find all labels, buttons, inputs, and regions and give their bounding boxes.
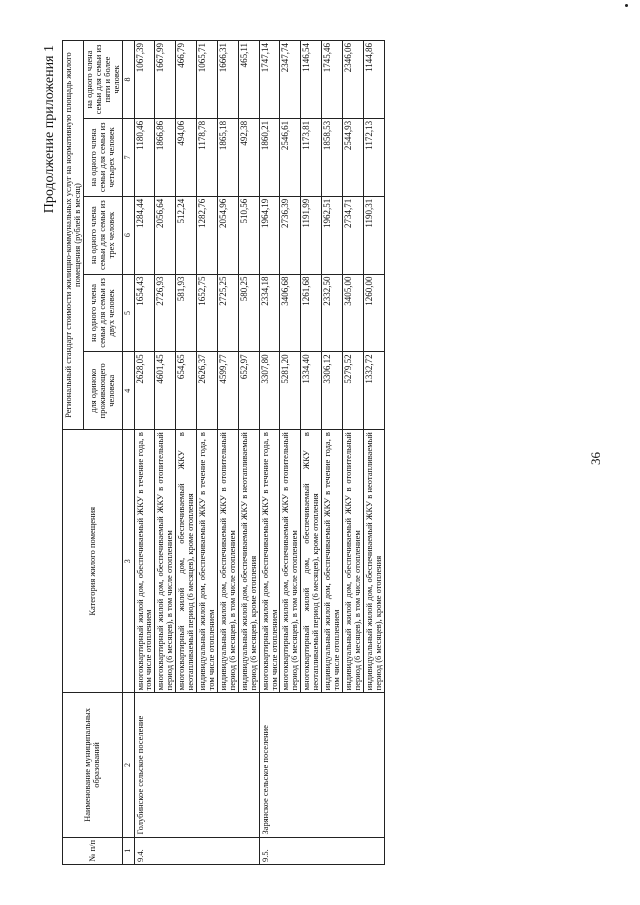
- cost-value: 1173,81: [301, 118, 322, 196]
- table-row: [259, 41, 280, 865]
- header-standard: Региональный стандарт стоимости жилищно-коммунальных услуг на нормативную площадь жилого помещения (рублей в месяц): [63, 41, 84, 430]
- cost-value: 2332,50: [322, 274, 343, 352]
- col-number: 8: [122, 41, 134, 119]
- col-number: 5: [122, 274, 134, 352]
- cost-value: 5279,52: [342, 352, 363, 430]
- housing-category: индивидуальный жилой дом, обеспечиваемый ЖКУ в неотапливаемый период (6 месяцев), кроме отопления: [238, 430, 259, 693]
- cost-value: 4599,77: [217, 352, 238, 430]
- table-row: [134, 41, 155, 865]
- cost-value: 1332,72: [363, 352, 384, 430]
- cost-value: 580,25: [238, 274, 259, 352]
- cost-value: 492,38: [238, 118, 259, 196]
- cost-value: 1334,40: [301, 352, 322, 430]
- header-category: Категория жилого помещения: [63, 430, 123, 693]
- housing-category: индивидуальный жилой дом, обеспечиваемый ЖКУ в течение года, в том числе отоплением: [322, 430, 343, 693]
- cost-value: 1964,19: [259, 196, 280, 274]
- cost-value: 1144,86: [363, 41, 384, 119]
- cost-value: 1667,99: [155, 41, 176, 119]
- col-number: 2: [122, 693, 134, 837]
- cost-value: 1067,39: [134, 41, 155, 119]
- cost-value: 512,24: [176, 196, 197, 274]
- cost-value: 1652,75: [197, 274, 218, 352]
- cost-value: 1745,46: [322, 41, 343, 119]
- cost-value: 3306,12: [322, 352, 343, 430]
- cost-value: 1866,86: [155, 118, 176, 196]
- cost-value: 652,97: [238, 352, 259, 430]
- cost-value: 1284,44: [134, 196, 155, 274]
- col-number: 3: [122, 430, 134, 693]
- municipality-name: Зарянское сельское поселение: [259, 693, 384, 837]
- housing-category: индивидуальный жилой дом, обеспечиваемый ЖКУ в отопительный период (6 месяцев), в том числе отоплением: [342, 430, 363, 693]
- housing-category: многоквартирный жилой дом, обеспечиваемый ЖКУ в течение года, в том числе отоплением: [134, 430, 155, 693]
- header-num: № п/п: [63, 837, 123, 864]
- group-number: 9.4.: [134, 837, 259, 864]
- cost-value: 1865,18: [217, 118, 238, 196]
- header-sub: на одного члена семьи для семьи из четырех человек: [83, 118, 122, 196]
- cost-value: 5281,20: [280, 352, 301, 430]
- cost-value: 581,93: [176, 274, 197, 352]
- housing-category: индивидуальный жилой дом, обеспечиваемый ЖКУ в отопительный период (6 месяцев), в том числе отоплением: [217, 430, 238, 693]
- cost-value: 2546,61: [280, 118, 301, 196]
- housing-category: многоквартирный жилой дом, обеспечиваемый ЖКУ в отопительный период (6 месяцев), в том числе отоплением: [280, 430, 301, 693]
- municipality-name: Голубинское сельское поселение: [134, 693, 259, 837]
- cost-value: 1261,68: [301, 274, 322, 352]
- cost-value: 1260,00: [363, 274, 384, 352]
- cost-value: 1747,14: [259, 41, 280, 119]
- header-municipality: Наименование муниципальных образований: [63, 693, 123, 837]
- continuation-title: Продолжение приложения 1: [42, 45, 57, 214]
- cost-value: 1190,31: [363, 196, 384, 274]
- page-number: 36: [588, 452, 603, 465]
- housing-category: многоквартирный жилой дом, обеспечиваемый ЖКУ в течение года, в том числе отоплением: [259, 430, 280, 693]
- cost-value: 510,56: [238, 196, 259, 274]
- housing-category: многоквартирный жилой дом, обеспечиваемый ЖКУ в отопительный период (6 месяцев), в том числе отоплением: [155, 430, 176, 693]
- header-sub: для одиноко проживающего человека: [83, 352, 122, 430]
- cost-value: 2726,93: [155, 274, 176, 352]
- cost-value: 2334,18: [259, 274, 280, 352]
- cost-value: 1178,78: [197, 118, 218, 196]
- cost-value: 1282,76: [197, 196, 218, 274]
- cost-value: 2346,06: [342, 41, 363, 119]
- speck: [625, 4, 628, 7]
- header-sub: на одного члена семьи для семьи из пяти и более человек: [83, 41, 122, 119]
- cost-value: 1860,21: [259, 118, 280, 196]
- housing-category: индивидуальный жилой дом, обеспечиваемый ЖКУ в неотапливаемый период (6 месяцев), кроме отопления: [363, 430, 384, 693]
- housing-category: многоквартирный жилой дом, обеспечиваемый ЖКУ в неотапливаемый период (6 месяцев), кроме отопления: [176, 430, 197, 693]
- cost-value: 1180,46: [134, 118, 155, 196]
- cost-value: 465,11: [238, 41, 259, 119]
- cost-value: 2734,71: [342, 196, 363, 274]
- housing-category: многоквартирный жилой дом, обеспечиваемый ЖКУ в неотапливаемый период (6 месяцев), кроме отопления: [301, 430, 322, 693]
- cost-value: 2725,25: [217, 274, 238, 352]
- tariff-table: [62, 40, 385, 865]
- header-sub: на одного члена семьи для семьи из двух человек: [83, 274, 122, 352]
- housing-category: индивидуальный жилой дом, обеспечиваемый ЖКУ в течение года, в том числе отоплением: [197, 430, 218, 693]
- cost-value: 1191,99: [301, 196, 322, 274]
- cost-value: 2347,74: [280, 41, 301, 119]
- cost-value: 3405,00: [342, 274, 363, 352]
- col-number: 1: [122, 837, 134, 864]
- cost-value: 2054,96: [217, 196, 238, 274]
- cost-value: 4601,45: [155, 352, 176, 430]
- cost-value: 466,79: [176, 41, 197, 119]
- cost-value: 1654,43: [134, 274, 155, 352]
- cost-value: 494,06: [176, 118, 197, 196]
- cost-value: 3307,80: [259, 352, 280, 430]
- cost-value: 1962,51: [322, 196, 343, 274]
- cost-value: 654,65: [176, 352, 197, 430]
- header-sub: на одного члена семьи для семьи из трех человек: [83, 196, 122, 274]
- table-body: [134, 41, 384, 865]
- col-number: 4: [122, 352, 134, 430]
- cost-value: 2626,37: [197, 352, 218, 430]
- col-number: 6: [122, 196, 134, 274]
- cost-value: 1065,71: [197, 41, 218, 119]
- cost-value: 2736,39: [280, 196, 301, 274]
- cost-value: 3406,68: [280, 274, 301, 352]
- cost-value: 2628,05: [134, 352, 155, 430]
- cost-value: 1858,53: [322, 118, 343, 196]
- group-number: 9.5.: [259, 837, 384, 864]
- col-number: 7: [122, 118, 134, 196]
- cost-value: 1146,54: [301, 41, 322, 119]
- cost-value: 1666,31: [217, 41, 238, 119]
- cost-value: 1172,13: [363, 118, 384, 196]
- cost-value: 2056,64: [155, 196, 176, 274]
- cost-value: 2544,93: [342, 118, 363, 196]
